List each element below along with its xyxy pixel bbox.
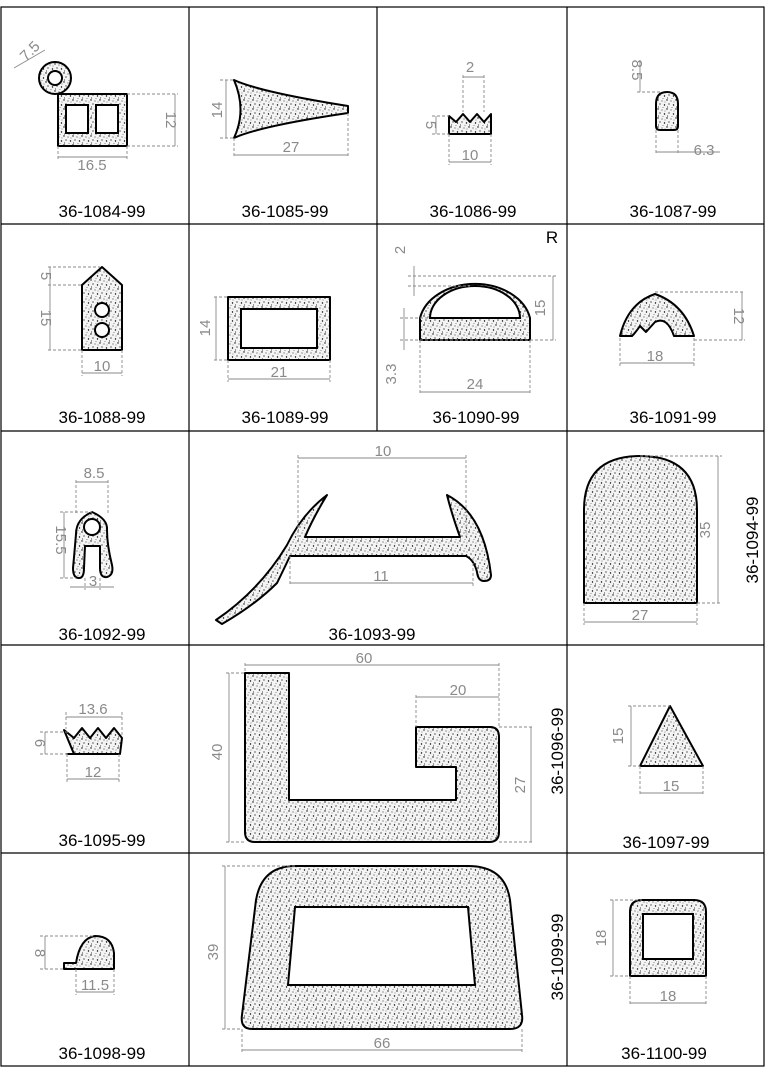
part-code-1100: 36-1100-99 (621, 1044, 707, 1063)
profile-cell-1088 (37, 267, 145, 427)
part-code-1097: 36-1097-99 (622, 833, 710, 852)
dim-1084-0: 7.5 (16, 38, 44, 65)
dim-1095-1: 6 (31, 738, 48, 748)
dim-1088-0: 5 (37, 271, 54, 281)
profile-cell-1090 (383, 228, 558, 427)
dim-1090-0: 2 (392, 245, 409, 255)
dim-1086-1: 5 (422, 120, 439, 130)
dim-1096-3: 27 (512, 776, 529, 794)
profile-cell-1091 (620, 292, 747, 427)
dim-1094-1: 27 (631, 607, 649, 624)
dim-1095-0: 13.6 (78, 701, 108, 718)
dim-1098-0: 8 (31, 948, 48, 958)
part-code-1086: 36-1086-99 (429, 202, 517, 221)
dim-1089-0: 14 (197, 319, 214, 337)
part-code-1099: 36-1099-99 (548, 913, 567, 1001)
dim-1084-2: 16.5 (77, 157, 107, 174)
dim-1100-0: 18 (593, 929, 610, 947)
profile-cell-1092 (52, 465, 145, 644)
dim-1090-2: 3.3 (383, 363, 400, 385)
profile-cell-1095 (31, 701, 145, 850)
profile-cell-1084 (14, 38, 179, 221)
part-code-1098: 36-1098-99 (58, 1044, 146, 1063)
dim-1091-0: 12 (730, 307, 747, 325)
profile-cell-1098 (31, 936, 145, 1063)
dim-1086-0: 2 (465, 59, 475, 76)
dim-1090-3: 24 (466, 376, 484, 393)
dim-1085-0: 14 (209, 101, 226, 119)
profile-cell-1097 (610, 706, 709, 852)
part-code-1089: 36-1089-99 (241, 408, 329, 427)
dim-1099-0: 39 (205, 943, 222, 961)
profile-cell-1099 (205, 866, 567, 1053)
dim-1095-2: 12 (84, 764, 102, 781)
dim-1096-1: 20 (449, 682, 467, 699)
profile-cell-1094 (584, 456, 762, 625)
part-code-1087: 36-1087-99 (629, 202, 717, 221)
dim-1088-1: 15 (37, 309, 54, 327)
dim-1092-2: 3 (88, 573, 98, 590)
dim-1086-2: 10 (461, 147, 479, 164)
profile-cell-1096 (209, 650, 567, 842)
part-code-1085: 36-1085-99 (241, 202, 329, 221)
dim-1088-2: 10 (93, 358, 111, 375)
dim-1097-1: 15 (662, 778, 680, 795)
profile-cell-1093 (216, 443, 491, 644)
dim-1099-1: 66 (373, 1035, 391, 1052)
part-code-1090: 36-1090-99 (432, 408, 520, 427)
profile-cell-1085 (209, 80, 348, 221)
part-code-1084: 36-1084-99 (58, 202, 146, 221)
dim-1087-1: 6.3 (693, 142, 715, 159)
dim-1091-1: 18 (646, 348, 664, 365)
part-code-1092: 36-1092-99 (58, 625, 146, 644)
part-code-1088: 36-1088-99 (58, 408, 146, 427)
part-code-1096: 36-1096-99 (548, 707, 567, 795)
part-code-1094: 36-1094-99 (743, 496, 762, 584)
dim-1096-2: 40 (209, 743, 226, 761)
dim-1085-1: 27 (282, 139, 300, 156)
marker-1090: R (545, 228, 559, 247)
dim-1096-0: 60 (355, 650, 373, 667)
dim-1089-1: 21 (270, 364, 288, 381)
dim-1093-0: 10 (374, 443, 392, 460)
profile-cell-1089 (197, 297, 330, 427)
profile-cell-1100 (593, 900, 707, 1063)
part-code-1093: 36-1093-99 (328, 625, 416, 644)
part-code-1095: 36-1095-99 (58, 831, 146, 850)
profile-cell-1086 (422, 59, 516, 221)
dim-1084-1: 12 (162, 111, 179, 129)
dim-1098-1: 11.5 (80, 977, 110, 994)
dim-1087-0: 8.5 (628, 59, 645, 81)
dim-1093-1: 11 (373, 568, 389, 585)
dim-1094-0: 35 (697, 521, 714, 539)
dim-1092-0: 8.5 (83, 465, 105, 482)
profile-cell-1087 (628, 60, 720, 221)
dim-1100-1: 18 (659, 988, 677, 1005)
dim-1090-1: 15 (532, 299, 549, 317)
dim-1097-0: 15 (610, 727, 627, 745)
part-code-1091: 36-1091-99 (629, 408, 717, 427)
dim-1092-1: 15.5 (52, 525, 69, 555)
